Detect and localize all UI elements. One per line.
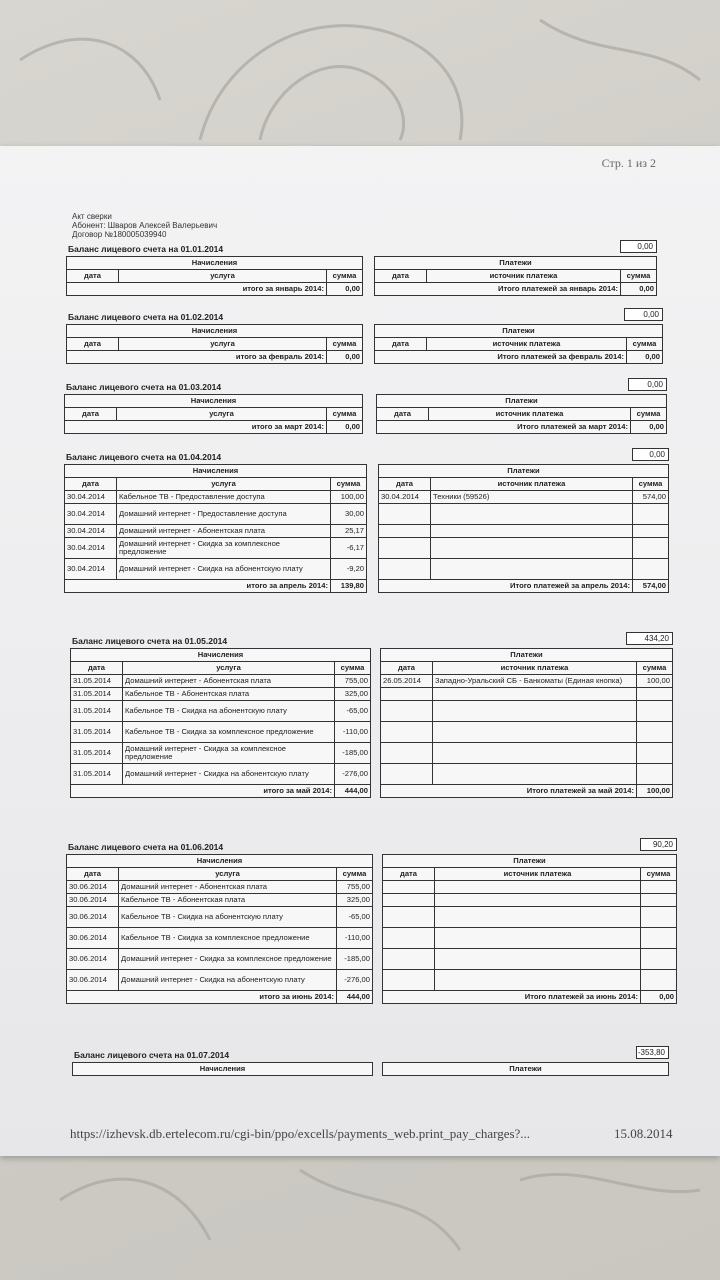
charge-service: Домашний интернет - Предоставление доступа: [117, 504, 331, 525]
charges-table: [66, 256, 363, 296]
empty-cell: [379, 525, 431, 538]
charge-service: Домашний интернет - Абонентская плата: [119, 881, 337, 894]
empty-cell: [381, 743, 433, 764]
empty-cell: [641, 928, 677, 949]
table-row: [71, 701, 371, 722]
payments-total-label: Итого платежей за апрель 2014:: [379, 580, 633, 593]
empty-cell: [433, 688, 637, 701]
table-row: [383, 970, 677, 991]
source-column-header: источник платежа: [427, 270, 621, 283]
table-row: [71, 722, 371, 743]
empty-cell: [431, 538, 633, 559]
table-row: [67, 928, 373, 949]
charges-table: [66, 324, 363, 364]
charge-service: Кабельное ТВ - Предоставление доступа: [117, 491, 331, 504]
payments-total-label: Итого платежей за март 2014:: [377, 421, 631, 434]
charges-total-label: итого за январь 2014:: [67, 283, 327, 296]
charges-table: [66, 854, 373, 1004]
empty-cell: [641, 949, 677, 970]
sum-column-header: сумма: [621, 270, 657, 283]
empty-cell: [435, 894, 641, 907]
balance-title: Баланс лицевого счета на 01.06.2014: [68, 842, 224, 852]
payments-header: Платежи: [379, 465, 669, 478]
payments-total: 0,00: [641, 991, 677, 1004]
empty-cell: [633, 559, 669, 580]
empty-cell: [431, 504, 633, 525]
charge-service: Домашний интернет - Скидка за комплексное предложение: [117, 538, 331, 559]
empty-cell: [433, 701, 637, 722]
empty-cell: [641, 894, 677, 907]
empty-cell: [383, 894, 435, 907]
service-column-header: услуга: [117, 478, 331, 491]
charge-sum: -65,00: [337, 907, 373, 928]
opening-balance: -353,80: [636, 1046, 669, 1059]
charges-total-label: итого за апрель 2014:: [65, 580, 331, 593]
table-row: [65, 504, 367, 525]
charge-date: 30.06.2014: [67, 881, 119, 894]
charge-service: Домашний интернет - Скидка на абонентскую плату: [119, 970, 337, 991]
charge-date: 31.05.2014: [71, 764, 123, 785]
table-row: [383, 928, 677, 949]
charge-sum: -110,00: [335, 722, 371, 743]
charge-sum: 755,00: [335, 675, 371, 688]
table-row: [65, 491, 367, 504]
opening-balance: 0,00: [620, 240, 657, 253]
charges-total: 0,00: [327, 283, 363, 296]
payments-header: Платежи: [383, 855, 677, 868]
empty-cell: [641, 907, 677, 928]
charges-table: [64, 394, 363, 434]
charge-service: Кабельное ТВ - Скидка за комплексное предложение: [119, 928, 337, 949]
charge-sum: -276,00: [337, 970, 373, 991]
charges-table: [72, 1062, 373, 1076]
charge-date: 31.05.2014: [71, 722, 123, 743]
charge-date: 30.06.2014: [67, 894, 119, 907]
charge-service: Кабельное ТВ - Скидка на абонентскую плату: [119, 907, 337, 928]
sum-column-header: сумма: [335, 662, 371, 675]
date-column-header: дата: [375, 270, 427, 283]
balance-title: Баланс лицевого счета на 01.03.2014: [66, 382, 222, 392]
opening-balance: 434,20: [626, 632, 673, 645]
empty-cell: [381, 764, 433, 785]
opening-balance: 90,20: [640, 838, 677, 851]
payments-table: [378, 464, 669, 593]
payments-total: 100,00: [637, 785, 673, 798]
subscriber-name: Абонент: Шваров Алексей Валерьевич: [72, 221, 218, 230]
charge-sum: 755,00: [337, 881, 373, 894]
payments-table: [382, 1062, 669, 1076]
charges-header: Начисления: [73, 1063, 373, 1076]
table-row: [65, 559, 367, 580]
opening-balance: 0,00: [632, 448, 669, 461]
payments-table: [376, 394, 667, 434]
empty-cell: [435, 907, 641, 928]
sum-column-header: сумма: [633, 478, 669, 491]
table-row: [383, 881, 677, 894]
date-column-header: дата: [71, 662, 123, 675]
sum-column-header: сумма: [327, 408, 363, 421]
balance-title: Баланс лицевого счета на 01.07.2014: [74, 1050, 230, 1060]
charge-date: 30.06.2014: [67, 907, 119, 928]
payments-table: [374, 256, 657, 296]
payments-total-label: Итого платежей за февраль 2014:: [375, 351, 627, 364]
payment-source: Западно-Уральский СБ - Банкоматы (Единая кнопка): [433, 675, 637, 688]
document-title: Акт сверки: [72, 212, 112, 221]
table-row: [71, 675, 371, 688]
charge-date: 30.06.2014: [67, 970, 119, 991]
charge-sum: -6,17: [331, 538, 367, 559]
charge-date: 30.06.2014: [67, 928, 119, 949]
source-column-header: источник платежа: [427, 338, 627, 351]
table-row: [67, 970, 373, 991]
opening-balance: 0,00: [628, 378, 667, 391]
empty-cell: [381, 701, 433, 722]
date-column-header: дата: [67, 270, 119, 283]
charges-total: 444,00: [337, 991, 373, 1004]
sum-column-header: сумма: [337, 868, 373, 881]
charge-sum: 25,17: [331, 525, 367, 538]
charge-service: Домашний интернет - Абонентская плата: [117, 525, 331, 538]
payments-total-label: Итого платежей за июнь 2014:: [383, 991, 641, 1004]
sum-column-header: сумма: [627, 338, 663, 351]
charge-sum: -185,00: [337, 949, 373, 970]
empty-cell: [381, 722, 433, 743]
contract-number: Договор №180005039940: [72, 230, 167, 239]
charge-date: 30.04.2014: [65, 559, 117, 580]
source-column-header: источник платежа: [433, 662, 637, 675]
charge-service: Кабельное ТВ - Скидка за комплексное предложение: [123, 722, 335, 743]
charge-sum: 325,00: [335, 688, 371, 701]
charge-service: Кабельное ТВ - Абонентская плата: [123, 688, 335, 701]
charge-date: 30.04.2014: [65, 538, 117, 559]
source-column-header: источник платежа: [435, 868, 641, 881]
charge-sum: -185,00: [335, 743, 371, 764]
source-column-header: источник платежа: [431, 478, 633, 491]
empty-cell: [383, 970, 435, 991]
balance-title: Баланс лицевого счета на 01.04.2014: [66, 452, 222, 462]
empty-cell: [381, 688, 433, 701]
charges-table: [64, 464, 367, 593]
payment-date: 26.05.2014: [381, 675, 433, 688]
empty-cell: [641, 970, 677, 991]
payments-total: 0,00: [621, 283, 657, 296]
empty-cell: [633, 504, 669, 525]
charges-header: Начисления: [67, 855, 373, 868]
table-row: [379, 504, 669, 525]
empty-cell: [433, 743, 637, 764]
table-row: [71, 688, 371, 701]
payments-header: Платежи: [383, 1063, 669, 1076]
charge-sum: -65,00: [335, 701, 371, 722]
date-column-header: дата: [383, 868, 435, 881]
sum-column-header: сумма: [637, 662, 673, 675]
table-row: [381, 743, 673, 764]
table-row: [381, 701, 673, 722]
charge-date: 31.05.2014: [71, 688, 123, 701]
payment-sum: 574,00: [633, 491, 669, 504]
print-footer: [70, 1126, 673, 1142]
table-row: [379, 491, 669, 504]
payments-total-label: Итого платежей за май 2014:: [381, 785, 637, 798]
charge-service: Домашний интернет - Скидка за комплексное предложение: [123, 743, 335, 764]
table-row: [65, 538, 367, 559]
charges-header: Начисления: [67, 257, 363, 270]
payments-total: 0,00: [627, 351, 663, 364]
payments-total: 574,00: [633, 580, 669, 593]
payments-header: Платежи: [375, 325, 663, 338]
sum-column-header: сумма: [641, 868, 677, 881]
table-row: [379, 538, 669, 559]
empty-cell: [431, 559, 633, 580]
charges-header: Начисления: [65, 395, 363, 408]
empty-cell: [435, 970, 641, 991]
table-row: [65, 525, 367, 538]
table-row: [71, 764, 371, 785]
charges-total: 139,80: [331, 580, 367, 593]
table-row: [381, 722, 673, 743]
table-row: [381, 688, 673, 701]
payments-total: 0,00: [631, 421, 667, 434]
payment-date: 30.04.2014: [379, 491, 431, 504]
charges-total: 0,00: [327, 351, 363, 364]
charge-date: 31.05.2014: [71, 701, 123, 722]
sum-column-header: сумма: [631, 408, 667, 421]
empty-cell: [435, 928, 641, 949]
empty-cell: [637, 688, 673, 701]
balance-title: Баланс лицевого счета на 01.01.2014: [68, 244, 224, 254]
service-column-header: услуга: [123, 662, 335, 675]
charges-total-label: итого за февраль 2014:: [67, 351, 327, 364]
balance-title: Баланс лицевого счета на 01.02.2014: [68, 312, 224, 322]
document-page: [0, 146, 720, 1156]
date-column-header: дата: [375, 338, 427, 351]
sum-column-header: сумма: [331, 478, 367, 491]
charges-total: 444,00: [335, 785, 371, 798]
charge-sum: -110,00: [337, 928, 373, 949]
payments-table: [380, 648, 673, 798]
payments-table: [374, 324, 663, 364]
charge-sum: -276,00: [335, 764, 371, 785]
print-date: 15.08.2014: [614, 1126, 673, 1141]
empty-cell: [431, 525, 633, 538]
date-column-header: дата: [67, 338, 119, 351]
empty-cell: [641, 881, 677, 894]
charge-date: 31.05.2014: [71, 675, 123, 688]
charges-header: Начисления: [71, 649, 371, 662]
table-row: [67, 881, 373, 894]
empty-cell: [637, 743, 673, 764]
service-column-header: услуга: [117, 408, 327, 421]
charge-service: Домашний интернет - Абонентская плата: [123, 675, 335, 688]
payments-header: Платежи: [381, 649, 673, 662]
sum-column-header: сумма: [327, 270, 363, 283]
date-column-header: дата: [67, 868, 119, 881]
charge-date: 31.05.2014: [71, 743, 123, 764]
table-row: [383, 949, 677, 970]
date-column-header: дата: [377, 408, 429, 421]
charge-service: Домашний интернет - Скидка на абонентскую плату: [123, 764, 335, 785]
empty-cell: [637, 764, 673, 785]
empty-cell: [633, 538, 669, 559]
table-row: [71, 743, 371, 764]
service-column-header: услуга: [119, 270, 327, 283]
charge-service: Кабельное ТВ - Абонентская плата: [119, 894, 337, 907]
charges-header: Начисления: [65, 465, 367, 478]
table-row: [383, 894, 677, 907]
empty-cell: [383, 949, 435, 970]
source-url: https://izhevsk.db.ertelecom.ru/cgi-bin/ppo/excells/payments_web.print_pay_charges?...: [70, 1126, 531, 1141]
empty-cell: [435, 949, 641, 970]
service-column-header: услуга: [119, 338, 327, 351]
charges-total-label: итого за май 2014:: [71, 785, 335, 798]
payment-sum: 100,00: [637, 675, 673, 688]
charges-total-label: итого за июнь 2014:: [67, 991, 337, 1004]
charge-service: Кабельное ТВ - Скидка на абонентскую плату: [123, 701, 335, 722]
table-row: [67, 949, 373, 970]
payments-header: Платежи: [377, 395, 667, 408]
table-row: [67, 907, 373, 928]
charge-sum: -9,20: [331, 559, 367, 580]
empty-cell: [433, 764, 637, 785]
table-row: [379, 559, 669, 580]
empty-cell: [435, 881, 641, 894]
charge-date: 30.04.2014: [65, 491, 117, 504]
date-column-header: дата: [65, 478, 117, 491]
source-column-header: источник платежа: [429, 408, 631, 421]
charge-date: 30.04.2014: [65, 504, 117, 525]
charges-header: Начисления: [67, 325, 363, 338]
charges-total: 0,00: [327, 421, 363, 434]
charge-sum: 325,00: [337, 894, 373, 907]
date-column-header: дата: [379, 478, 431, 491]
charge-date: 30.04.2014: [65, 525, 117, 538]
charge-sum: 30,00: [331, 504, 367, 525]
empty-cell: [433, 722, 637, 743]
page-number: Стр. 1 из 2: [601, 156, 656, 170]
empty-cell: [383, 907, 435, 928]
empty-cell: [383, 928, 435, 949]
empty-cell: [383, 881, 435, 894]
charges-table: [70, 648, 371, 798]
table-row: [379, 525, 669, 538]
table-row: [381, 764, 673, 785]
date-column-header: дата: [381, 662, 433, 675]
charge-sum: 100,00: [331, 491, 367, 504]
empty-cell: [637, 701, 673, 722]
table-row: [67, 894, 373, 907]
date-column-header: дата: [65, 408, 117, 421]
charges-total-label: итого за март 2014:: [65, 421, 327, 434]
empty-cell: [379, 538, 431, 559]
charge-service: Домашний интернет - Скидка за комплексное предложение: [119, 949, 337, 970]
empty-cell: [379, 559, 431, 580]
balance-title: Баланс лицевого счета на 01.05.2014: [72, 636, 228, 646]
table-row: [383, 907, 677, 928]
document-header: [72, 212, 217, 239]
payment-source: Техники (59526): [431, 491, 633, 504]
service-column-header: услуга: [119, 868, 337, 881]
sum-column-header: сумма: [327, 338, 363, 351]
empty-cell: [637, 722, 673, 743]
charge-date: 30.06.2014: [67, 949, 119, 970]
payments-total-label: Итого платежей за январь 2014:: [375, 283, 621, 296]
empty-cell: [379, 504, 431, 525]
charge-service: Домашний интернет - Скидка на абонентскую плату: [117, 559, 331, 580]
opening-balance: 0,00: [624, 308, 663, 321]
payments-table: [382, 854, 677, 1004]
table-row: [381, 675, 673, 688]
empty-cell: [633, 525, 669, 538]
payments-header: Платежи: [375, 257, 657, 270]
